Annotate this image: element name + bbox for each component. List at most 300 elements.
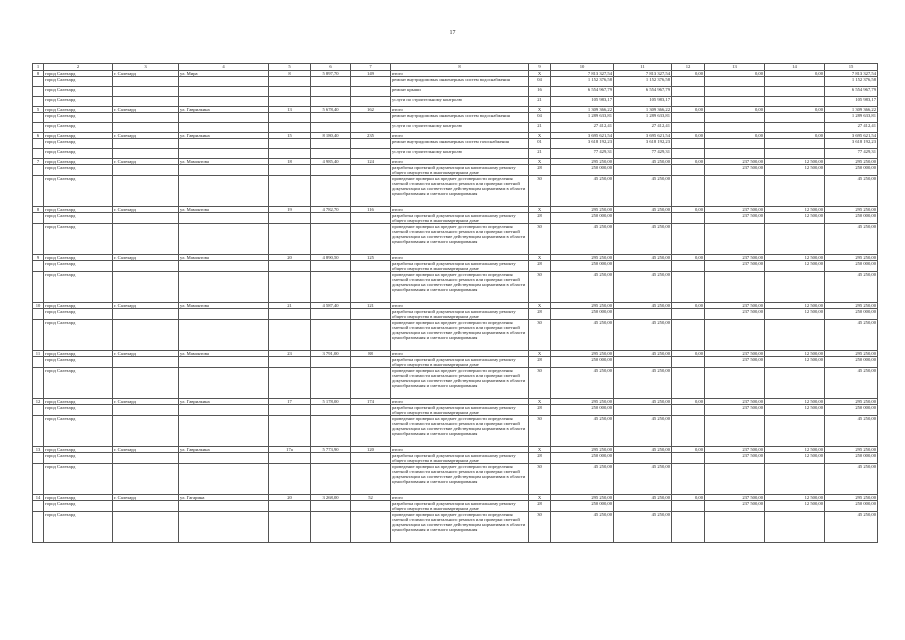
cell-area [311, 464, 351, 495]
cell-total-cost: 27 412,41 [551, 123, 614, 133]
cell-municipality: город Салехард [44, 139, 113, 149]
cell-work-type: ремонт крыши [391, 87, 529, 97]
cell-cost-d [765, 139, 825, 149]
cell-house-number [269, 272, 311, 303]
cell-work-type: проведение проверки на предмет достоверности определения сметной стоимости капитального ремонта или проверки сметной документации на соответствие действующим нормативам в области ценообразования и сметного нормирования [391, 368, 529, 399]
cell-settlement [113, 123, 179, 133]
cell-residents [351, 213, 391, 224]
cell-cost-a [614, 453, 672, 464]
cell-cost-b [672, 123, 705, 133]
cell-cost-b [672, 165, 705, 176]
cell-cost-c: 237 500,00 [705, 453, 765, 464]
cell-area: 8 180,40 [311, 133, 351, 139]
cell-cost-a: 45 250,00 [614, 447, 672, 453]
cell-house-number [269, 165, 311, 176]
cell-residents [351, 272, 391, 303]
cell-street [179, 261, 269, 272]
cell-municipality: город Салехард [44, 97, 113, 107]
cell-house-number [269, 113, 311, 123]
cell-municipality: город Салехард [44, 303, 113, 309]
table-row [33, 87, 878, 97]
cell-row-number [33, 113, 44, 123]
cell-work-type: итого [391, 207, 529, 213]
cell-cost-a: 45 250,00 [614, 207, 672, 213]
cell-cost-a: 45 250,00 [614, 255, 672, 261]
cell-cost-a: 6 554 967,79 [614, 87, 672, 97]
cell-settlement [113, 320, 179, 351]
cell-total-cost: 250 000,00 [551, 165, 614, 176]
table-row [33, 405, 878, 416]
cell-cost-d: 12 500,00 [765, 405, 825, 416]
cell-work-type: проведение проверки на предмет достоверности определения сметной стоимости капитального ремонта или проверки сметной документации на соответствие действующим нормативам в области ценообразования и сметного нормирования [391, 512, 529, 543]
cell-work-type: проведение проверки на предмет достоверности определения сметной стоимости капитального ремонта или проверки сметной документации на соответствие действующим нормативам в области ценообразования и сметного нормирования [391, 320, 529, 351]
cell-street: ул. Гагарина [179, 495, 269, 501]
cell-cost-total: 295 250,00 [825, 303, 878, 309]
cell-cost-b [672, 176, 705, 207]
cell-settlement [113, 416, 179, 447]
cell-street [179, 405, 269, 416]
cell-cost-b [672, 357, 705, 368]
cell-cost-c [705, 87, 765, 97]
cell-cost-d: 0,00 [765, 71, 825, 77]
cell-municipality: город Салехард [44, 207, 113, 213]
cell-cost-b [672, 87, 705, 97]
cell-cost-d: 0,00 [765, 133, 825, 139]
cell-work-type: разработка проектной документации на капитальному ремонту общего имущества в многоквартирном доме [391, 453, 529, 464]
cell-cost-d: 12 500,00 [765, 447, 825, 453]
cell-row-number [33, 123, 44, 133]
cell-work-code: Х [529, 399, 551, 405]
cell-cost-a: 45 250,00 [614, 495, 672, 501]
column-number: 11 [614, 64, 672, 71]
cell-house-number [269, 501, 311, 512]
cell-cost-total: 45 250,00 [825, 176, 878, 207]
cell-street [179, 123, 269, 133]
cell-row-number [33, 224, 44, 255]
cell-area [311, 453, 351, 464]
cell-cost-b [672, 149, 705, 159]
cell-total-cost: 77 429,31 [551, 149, 614, 159]
cell-cost-c [705, 123, 765, 133]
cell-work-code: Х [529, 351, 551, 357]
cell-municipality: город Салехард [44, 165, 113, 176]
cell-work-code: 30 [529, 464, 551, 495]
cell-cost-total: 45 250,00 [825, 512, 878, 543]
table-row [33, 368, 878, 399]
cell-work-type: итого [391, 351, 529, 357]
cell-residents [351, 149, 391, 159]
cell-cost-d: 12 500,00 [765, 303, 825, 309]
cell-cost-total: 295 250,00 [825, 207, 878, 213]
cell-cost-total: 3 618 192,23 [825, 139, 878, 149]
cell-settlement: г. Салехард [113, 303, 179, 309]
cell-cost-total: 77 429,31 [825, 149, 878, 159]
cell-work-type: разработка проектной документации на капитальному ремонту общего имущества в многоквартирном доме [391, 501, 529, 512]
cell-cost-d: 12 500,00 [765, 159, 825, 165]
cell-residents [351, 453, 391, 464]
cell-settlement [113, 77, 179, 87]
cell-settlement: г. Салехард [113, 207, 179, 213]
cell-settlement: г. Салехард [113, 399, 179, 405]
cell-row-number [33, 139, 44, 149]
cell-house-number [269, 87, 311, 97]
cell-municipality: город Салехард [44, 512, 113, 543]
cell-cost-c: 237 500,00 [705, 165, 765, 176]
cell-cost-c: 237 500,00 [705, 303, 765, 309]
cell-cost-c: 237 500,00 [705, 351, 765, 357]
cell-house-number: 15 [269, 133, 311, 139]
cell-row-number [33, 405, 44, 416]
cell-cost-c [705, 320, 765, 351]
cell-total-cost: 1 289 633,81 [551, 113, 614, 123]
cell-cost-total: 45 250,00 [825, 416, 878, 447]
cell-work-type: разработка проектной документации на капитальному ремонту общего имущества в многоквартирном доме [391, 261, 529, 272]
cell-street [179, 113, 269, 123]
cell-house-number [269, 213, 311, 224]
cell-municipality: город Салехард [44, 107, 113, 113]
cell-cost-a: 45 250,00 [614, 368, 672, 399]
cell-work-type: разработка проектной документации на капитальному ремонту общего имущества в многоквартирном доме [391, 165, 529, 176]
cell-street: ул. Мамонтова [179, 207, 269, 213]
cell-work-code: 28 [529, 165, 551, 176]
column-number: 9 [529, 64, 551, 71]
cell-area [311, 224, 351, 255]
cell-area [311, 97, 351, 107]
cell-house-number [269, 357, 311, 368]
cell-municipality: город Салехард [44, 495, 113, 501]
cell-work-type: разработка проектной документации на капитальному ремонту общего имущества в многоквартирном доме [391, 405, 529, 416]
cell-cost-b [672, 224, 705, 255]
table-row [33, 453, 878, 464]
cell-cost-a: 3 618 192,23 [614, 139, 672, 149]
cell-residents [351, 512, 391, 543]
cell-residents [351, 165, 391, 176]
cell-residents [351, 97, 391, 107]
cell-cost-total: 295 250,00 [825, 255, 878, 261]
cell-cost-d: 12 500,00 [765, 165, 825, 176]
cell-street [179, 309, 269, 320]
cell-house-number: 13 [269, 107, 311, 113]
cell-total-cost: 295 250,00 [551, 255, 614, 261]
cell-municipality: город Салехард [44, 149, 113, 159]
cell-total-cost: 295 250,00 [551, 351, 614, 357]
cell-cost-a: 105 983,17 [614, 97, 672, 107]
cell-cost-total: 250 000,00 [825, 405, 878, 416]
column-number-row [33, 64, 878, 71]
column-number: 1 [33, 64, 44, 71]
cell-house-number [269, 97, 311, 107]
cell-total-cost: 295 250,00 [551, 207, 614, 213]
cell-area [311, 113, 351, 123]
cell-cost-d [765, 123, 825, 133]
cell-total-cost: 45 250,00 [551, 416, 614, 447]
cell-row-number [33, 213, 44, 224]
cell-settlement: г. Салехард [113, 255, 179, 261]
cell-residents [351, 176, 391, 207]
cell-street [179, 97, 269, 107]
cell-cost-b [672, 512, 705, 543]
cell-street [179, 368, 269, 399]
cell-cost-total: 6 554 967,79 [825, 87, 878, 97]
cell-row-number [33, 416, 44, 447]
cell-row-number: 6 [33, 133, 44, 139]
cell-cost-a: 45 250,00 [614, 159, 672, 165]
cell-cost-a: 45 250,00 [614, 272, 672, 303]
cell-cost-a: 45 250,00 [614, 303, 672, 309]
cell-settlement: г. Салехард [113, 107, 179, 113]
cell-cost-c [705, 272, 765, 303]
cell-work-code: Х [529, 107, 551, 113]
cell-house-number: 23 [269, 351, 311, 357]
cell-settlement [113, 512, 179, 543]
cell-house-number [269, 261, 311, 272]
cell-street [179, 272, 269, 303]
cell-cost-total: 295 250,00 [825, 351, 878, 357]
cell-work-code: 30 [529, 176, 551, 207]
cell-row-number: 10 [33, 303, 44, 309]
cell-row-number [33, 512, 44, 543]
cell-total-cost: 250 000,00 [551, 405, 614, 416]
cell-work-code: 04 [529, 77, 551, 87]
cell-work-code: 30 [529, 272, 551, 303]
cell-municipality: город Салехард [44, 309, 113, 320]
cell-municipality: город Салехард [44, 405, 113, 416]
cell-area [311, 261, 351, 272]
table-row [33, 224, 878, 255]
cell-area [311, 149, 351, 159]
cell-residents [351, 416, 391, 447]
cell-work-code: Х [529, 207, 551, 213]
cell-cost-d [765, 368, 825, 399]
cell-cost-a [614, 261, 672, 272]
cell-total-cost: 45 250,00 [551, 320, 614, 351]
column-number: 4 [179, 64, 269, 71]
cell-cost-total: 45 250,00 [825, 224, 878, 255]
cell-residents [351, 320, 391, 351]
cell-municipality: город Салехард [44, 416, 113, 447]
cell-street: ул. Гаврилкина [179, 399, 269, 405]
cell-row-number: 7 [33, 159, 44, 165]
cell-total-cost: 45 250,00 [551, 176, 614, 207]
cell-cost-c [705, 416, 765, 447]
cell-residents [351, 368, 391, 399]
cell-work-type: итого [391, 159, 529, 165]
cell-settlement [113, 453, 179, 464]
cell-municipality: город Салехард [44, 351, 113, 357]
cell-street [179, 87, 269, 97]
cell-residents: 125 [351, 255, 391, 261]
cell-cost-d [765, 176, 825, 207]
cell-cost-b [672, 464, 705, 495]
cell-house-number [269, 320, 311, 351]
cell-settlement [113, 368, 179, 399]
cell-cost-d: 12 500,00 [765, 261, 825, 272]
column-number: 12 [672, 64, 705, 71]
table-row [33, 149, 878, 159]
cell-total-cost: 250 000,00 [551, 213, 614, 224]
cell-municipality: город Салехард [44, 113, 113, 123]
table-row [33, 512, 878, 543]
cell-cost-b: 0,00 [672, 351, 705, 357]
cell-settlement [113, 139, 179, 149]
cell-cost-b [672, 272, 705, 303]
cell-municipality: город Салехард [44, 464, 113, 495]
table-row [33, 464, 878, 495]
cell-settlement [113, 176, 179, 207]
cell-area [311, 357, 351, 368]
cell-work-type: проведение проверки на предмет достоверности определения сметной стоимости капитального ремонта или проверки сметной документации на соответствие действующим нормативам в области ценообразования и сметного нормирования [391, 224, 529, 255]
cell-residents: 116 [351, 207, 391, 213]
cell-cost-d: 12 500,00 [765, 501, 825, 512]
cell-cost-d [765, 224, 825, 255]
cell-cost-b [672, 453, 705, 464]
cell-cost-b [672, 320, 705, 351]
cell-street: ул. Мамонтова [179, 255, 269, 261]
table-row [33, 272, 878, 303]
cell-row-number [33, 261, 44, 272]
cell-row-number [33, 309, 44, 320]
cell-residents: 235 [351, 133, 391, 139]
cell-row-number: 8 [33, 71, 44, 77]
table-row [33, 165, 878, 176]
cell-cost-c: 237 500,00 [705, 447, 765, 453]
cell-street [179, 357, 269, 368]
cell-cost-c [705, 224, 765, 255]
cell-work-type: ремонт внутридомовых инженерных систем газоснабжения [391, 139, 529, 149]
cell-area [311, 123, 351, 133]
cell-cost-a: 7 813 327,54 [614, 71, 672, 77]
cell-area [311, 309, 351, 320]
cell-work-code: 04 [529, 113, 551, 123]
cell-house-number [269, 405, 311, 416]
cell-cost-d: 12 500,00 [765, 399, 825, 405]
cell-settlement [113, 405, 179, 416]
cell-work-code: Х [529, 71, 551, 77]
cell-residents: 120 [351, 447, 391, 453]
table-row [33, 176, 878, 207]
cell-area: 3 268,00 [311, 495, 351, 501]
cell-work-code: 21 [529, 123, 551, 133]
cell-cost-c: 237 500,00 [705, 207, 765, 213]
cell-area: 4 587,40 [311, 303, 351, 309]
cell-house-number: 8 [269, 71, 311, 77]
cell-work-code: Х [529, 447, 551, 453]
cell-row-number [33, 97, 44, 107]
cell-cost-c: 237 500,00 [705, 501, 765, 512]
cell-area [311, 368, 351, 399]
column-number: 14 [765, 64, 825, 71]
cell-street [179, 464, 269, 495]
cell-cost-d [765, 512, 825, 543]
cell-cost-b [672, 113, 705, 123]
cell-work-code: 30 [529, 512, 551, 543]
cell-cost-total: 45 250,00 [825, 368, 878, 399]
cell-settlement: г. Салехард [113, 159, 179, 165]
cell-house-number [269, 176, 311, 207]
cell-total-cost: 1 309 366,22 [551, 107, 614, 113]
cell-work-type: разработка проектной документации на капитальному ремонту общего имущества в многоквартирном доме [391, 357, 529, 368]
column-number: 6 [311, 64, 351, 71]
cell-cost-d [765, 77, 825, 87]
column-number: 5 [269, 64, 311, 71]
cell-cost-total: 45 250,00 [825, 272, 878, 303]
cell-cost-b: 0,00 [672, 159, 705, 165]
cell-cost-a: 1 152 376,58 [614, 77, 672, 87]
cell-street [179, 224, 269, 255]
cell-work-type: разработка проектной документации на капитальному ремонту общего имущества в многоквартирном доме [391, 213, 529, 224]
cell-cost-a: 1 289 633,81 [614, 113, 672, 123]
cell-cost-d: 12 500,00 [765, 213, 825, 224]
cell-work-code: Х [529, 133, 551, 139]
cell-cost-total: 3 695 621,54 [825, 133, 878, 139]
cell-work-type: проведение проверки на предмет достоверности определения сметной стоимости капитального ремонта или проверки сметной документации на соответствие действующим нормативам в области ценообразования и сметного нормирования [391, 176, 529, 207]
cell-cost-total: 250 000,00 [825, 213, 878, 224]
cell-total-cost: 45 250,00 [551, 368, 614, 399]
cell-work-code: Х [529, 255, 551, 261]
cell-row-number: 14 [33, 495, 44, 501]
cell-cost-total: 250 000,00 [825, 261, 878, 272]
cell-settlement: г. Салехард [113, 71, 179, 77]
cell-cost-b: 0,00 [672, 133, 705, 139]
cell-cost-a: 45 250,00 [614, 224, 672, 255]
cell-area [311, 512, 351, 543]
cell-work-type: итого [391, 447, 529, 453]
cell-cost-b [672, 405, 705, 416]
cell-row-number [33, 320, 44, 351]
cell-cost-c: 237 500,00 [705, 405, 765, 416]
cell-total-cost: 3 618 192,23 [551, 139, 614, 149]
cell-settlement [113, 357, 179, 368]
cell-cost-d [765, 113, 825, 123]
cell-settlement [113, 309, 179, 320]
cell-cost-a: 45 250,00 [614, 176, 672, 207]
cell-municipality: город Салехард [44, 272, 113, 303]
cell-house-number [269, 453, 311, 464]
cell-municipality: город Салехард [44, 447, 113, 453]
cell-cost-d [765, 320, 825, 351]
cell-cost-a: 45 250,00 [614, 416, 672, 447]
cell-cost-b [672, 77, 705, 87]
cell-street: ул. Гаврилкина [179, 133, 269, 139]
cell-cost-a: 45 250,00 [614, 399, 672, 405]
cell-row-number: 8 [33, 207, 44, 213]
cell-cost-total: 250 000,00 [825, 357, 878, 368]
cell-residents: 174 [351, 399, 391, 405]
cell-settlement: г. Салехард [113, 133, 179, 139]
cell-cost-d: 12 500,00 [765, 207, 825, 213]
cell-cost-c: 0,00 [705, 107, 765, 113]
cell-total-cost: 295 250,00 [551, 303, 614, 309]
cell-cost-d [765, 416, 825, 447]
cell-house-number: 17а [269, 447, 311, 453]
cell-cost-a: 3 695 621,54 [614, 133, 672, 139]
cell-municipality: город Салехард [44, 224, 113, 255]
cell-total-cost: 250 000,00 [551, 261, 614, 272]
cell-total-cost: 105 983,17 [551, 97, 614, 107]
cell-row-number: 9 [33, 255, 44, 261]
cell-work-type: проведение проверки на предмет достоверности определения сметной стоимости капитального ремонта или проверки сметной документации на соответствие действующим нормативам в области ценообразования и сметного нормирования [391, 272, 529, 303]
column-number: 10 [551, 64, 614, 71]
cell-work-code: 30 [529, 224, 551, 255]
table-row [33, 416, 878, 447]
cell-cost-d [765, 464, 825, 495]
cell-total-cost: 295 250,00 [551, 159, 614, 165]
cell-work-code: 28 [529, 213, 551, 224]
cell-cost-total: 7 813 327,54 [825, 71, 878, 77]
cell-area [311, 272, 351, 303]
cell-total-cost: 45 250,00 [551, 224, 614, 255]
cell-municipality: город Салехард [44, 123, 113, 133]
